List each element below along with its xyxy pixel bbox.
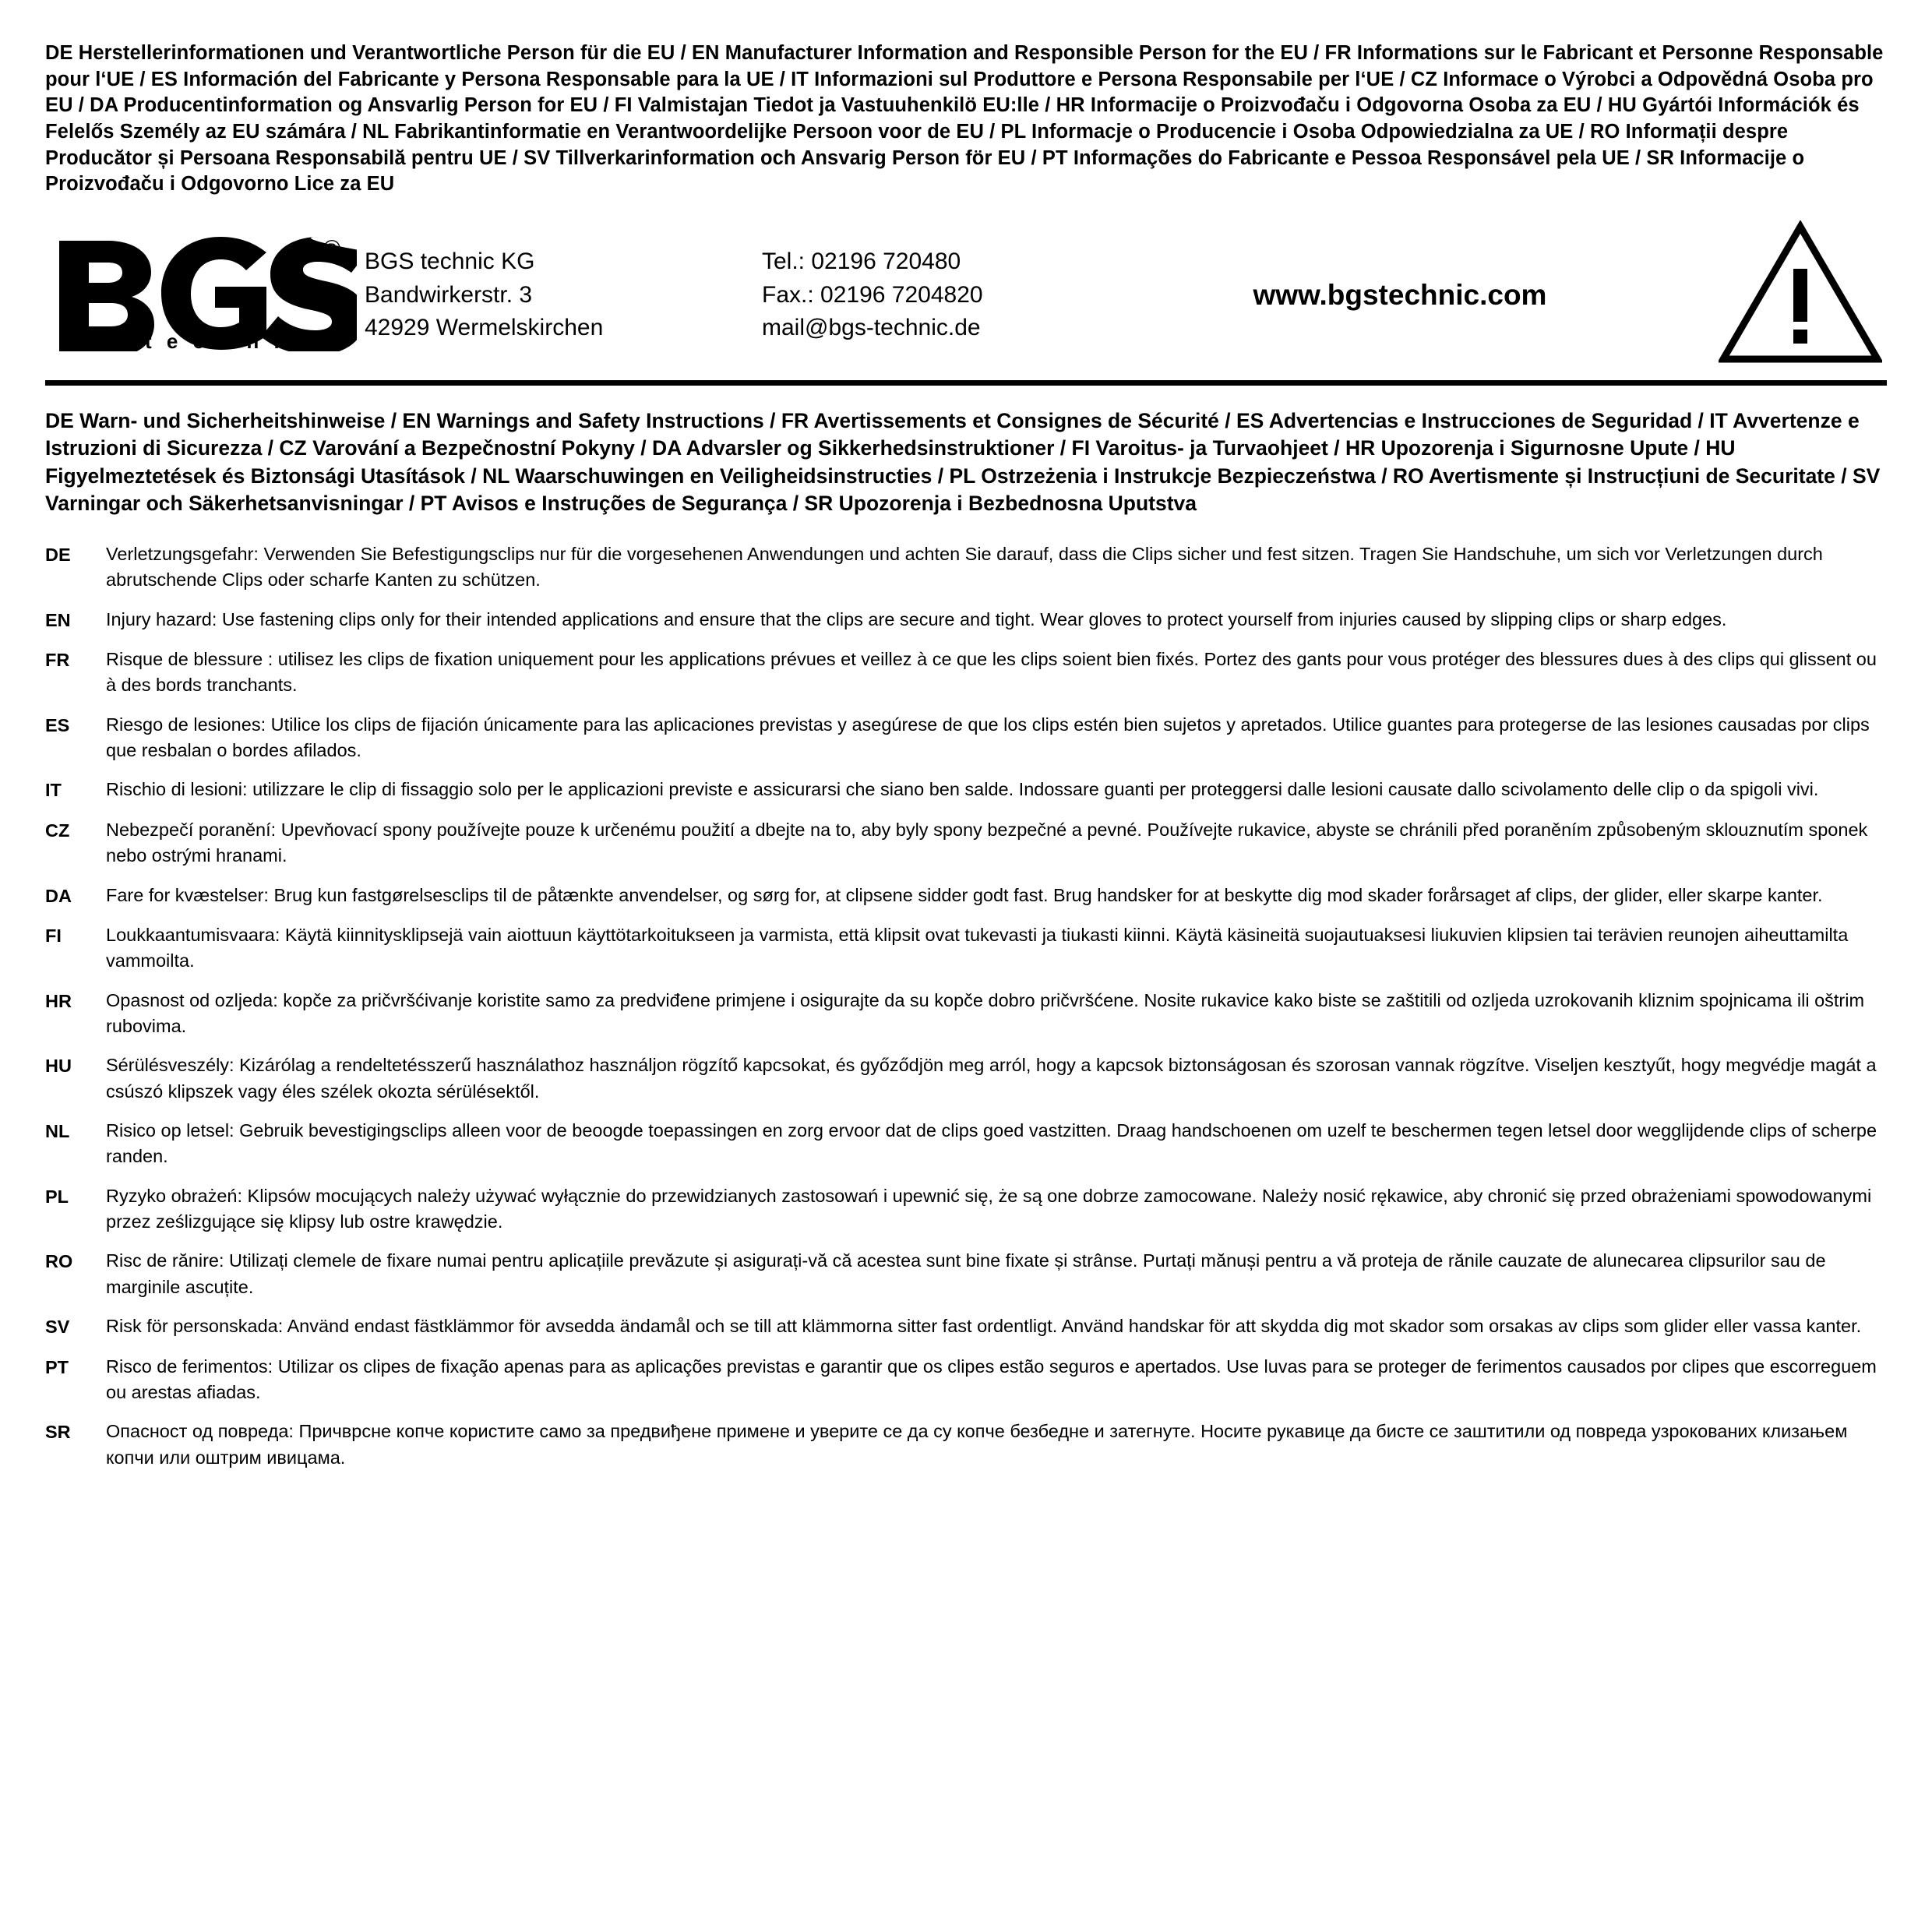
language-code: ES: [45, 714, 70, 735]
header-multilingual-title: DE Herstellerinformationen und Verantwortliche Person für die EU / EN Manufacturer Information and Responsible Person for the EU / FR Informations sur le Fabricant et Personne Responsable pour l‘UE / ES Información del Fabricante y Persona Responsable para la UE / IT Informazioni sul Produttore e Persona Responsabile per l‘UE / CZ Informace o Výrobci a Odpovědná Osoba pro EU / DA Producentinformation og Ansvarlig Person for EU / FI Valmistajan Tiedot ja Vastuuhenkilö EU:lle / HR Informacije o Proizvođaču i Odgovorna Osoba za EU / HU Gyártói Információk és Felelős Személy az EU számára / NL Fabrikantinformatie en Verantwoordelijke Persoon voor de EU / PL Informacje o Producencie i Osoba Odpowiedzialna za UE / RO Informații despre Producător și Persoana Responsabilă pentru UE / SV Tillverkarinformation och Ansvarig Person för EU / PT Informações do Fabricante e Pessoa Responsável pela UE / SR Informacije o Proizvođaču i Odgovorno Lice za EU: [45, 42, 1884, 196]
list-item: [45, 777, 1887, 803]
list-item: [45, 541, 1887, 594]
instruction-text: Sérülésveszély: Kizárólag a rendeltetésszerű használathoz használjon rögzítő kapcsokat, és győződjön meg arról, hogy a kapcsok biztonságosan és szorosan vannak rögzítve. Viseljen kesztyűt, hogy megvédje magát a csúszó klipszek vagy éles szélek okozta sérülésektől.: [106, 1055, 1877, 1102]
instruction-text: Risque de blessure : utilisez les clips de fixation uniquement pour les applications prévues et veillez à ce que les clips soient bien fixés. Portez des gants pour vous protéger des blessures dues à des clips qui glissent ou à des bords tranchants.: [106, 649, 1877, 696]
company-website: www.bgstechnic.com: [1253, 278, 1547, 311]
instruction-text: Risico op letsel: Gebruik bevestigingsclips alleen voor de beoogde toepassingen en zorg ervoor dat de clips goed vastzitten. Draag handschoenen om uzelf te beschermen tegen letsel door wegglijdende clips of scherpe randen.: [106, 1120, 1877, 1167]
company-street: Bandwirkerstr. 3: [365, 281, 533, 308]
list-item: [45, 712, 1887, 764]
instructions-list: [45, 541, 1887, 1471]
company-name: BGS technic KG: [365, 249, 535, 275]
company-contact: [762, 241, 1097, 345]
list-item: [45, 1419, 1887, 1471]
list-item: [45, 1052, 1887, 1105]
language-code: RO: [45, 1251, 73, 1272]
list-item: [45, 988, 1887, 1040]
instruction-text: Riesgo de lesiones: Utilice los clips de fijación únicamente para las aplicaciones previstas y asegúrese de que los clips estén bien sujetos y apretados. Utilice guantes para protegerse de las lesiones causadas por clips que resbalan o bordes afilados.: [106, 714, 1870, 761]
instruction-text: Nebezpečí poranění: Upevňovací spony používejte pouze k určenému použití a dbejte na to, aby byly spony bezpečné a pevné. Používejte rukavice, abyste se chránili před poraněním způsobeným sklouznutím sponek nebo ostrými hranami.: [106, 819, 1868, 866]
safety-instructions-heading: DE Warn- und Sicherheitshinweise / EN Warnings and Safety Instructions / FR Avertissements et Consignes de Sécurité / ES Advertencias e Instrucciones de Seguridad / IT Avvertenze e Istruzioni di Sicurezza / CZ Varování a Bezpečnostní Pokyny / DA Advarsler og Sikkerhedsinstruktioner / FI Varoitus- ja Turvaohjeet / HR Upozorenja i Sigurnosne Upute / HU Figyelmeztetések és Biztonsági Utasítások / NL Waarschuwingen en Veiligheidsinstructies / PL Ostrzeżenia i Instrukcje Bezpieczeństwa / RO Avertismente și Instrucțiuni de Securitate / SV Varningar och Säkerhetsanvisningar / PT Avisos e Instruções de Segurança / SR Upozorenja i Bezbednosna Uputstva: [45, 408, 1881, 516]
list-item: [45, 1313, 1887, 1340]
bgs-logo: [45, 234, 365, 351]
language-code: HU: [45, 1056, 72, 1077]
list-item: [45, 647, 1887, 699]
language-code: CZ: [45, 820, 70, 841]
language-code: HR: [45, 990, 72, 1011]
instruction-text: Опасност од повреда: Причврсне копче користите само за предвиђене примене и уверите се да су копче безбедне и затегнуте. Носите рукавице да бисте се заштитили од повреда узрокованих клизањем копчи или оштрим ивицама.: [106, 1421, 1848, 1468]
company-tel: Tel.: 02196 720480: [762, 249, 961, 275]
company-header: [45, 215, 1887, 386]
list-item: [45, 1354, 1887, 1406]
company-mail: mail@bgs-technic.de: [762, 315, 981, 341]
list-item: [45, 1118, 1887, 1170]
instruction-text: Risco de ferimentos: Utilizar os clipes de fixação apenas para as aplicações previstas e garantir que os clipes estão seguros e apertados. Use luvas para se proteger de ferimentos causados por clipes que escorreguem ou arestas afiadas.: [106, 1356, 1877, 1402]
language-code: FI: [45, 925, 62, 946]
list-item: [45, 607, 1887, 633]
language-code: EN: [45, 609, 71, 630]
warning-triangle-icon: [1703, 220, 1887, 365]
list-item: [45, 817, 1887, 869]
list-item: [45, 922, 1887, 975]
language-code: DA: [45, 885, 72, 906]
list-item: [45, 1248, 1887, 1300]
instruction-text: Risc de rănire: Utilizați clemele de fixare numai pentru aplicațiile prevăzute și asigurați-vă că acestea sunt bine fixate și strânse. Purtați mănuși pentru a vă proteja de rănile cauzate de alunecarea clipsurilor sau de marginile ascuțite.: [106, 1250, 1826, 1297]
instruction-text: Risk för personskada: Använd endast fästklämmor för avsedda ändamål och se till att klämmorna sitter fast ordentligt. Använd handskar för att skydda dig mot skador som orsakas av clips som glider eller vassa kanter.: [106, 1316, 1862, 1337]
language-code: DE: [45, 544, 71, 565]
instruction-text: Opasnost od ozljeda: kopče za pričvršćivanje koristite samo za predviđene primjene i osigurajte da su kopče dobro pričvršćene. Nosite rukavice kako biste se zaštitili od ozljeda uzrokovanih kliznim spojnicama ili oštrim rubovima.: [106, 989, 1865, 1036]
company-city: 42929 Wermelskirchen: [365, 315, 604, 341]
instruction-text: Rischio di lesioni: utilizzare le clip di fissaggio solo per le applicazioni previste e assicurarsi che siano ben salde. Indossare guanti per proteggersi dalle lesioni causate dallo scivolamento delle clip o da spigoli vivi.: [106, 779, 1819, 800]
list-item: [45, 1183, 1887, 1236]
instruction-text: Verletzungsgefahr: Verwenden Sie Befestigungsclips nur für die vorgesehenen Anwendungen und achten Sie darauf, dass die Clips sicher und fest sitzen. Tragen Sie Handschuhe, um sich vor Verletzungen durch abrutschende Clips oder scharfe Kanten zu schützen.: [106, 543, 1823, 591]
instruction-text: Fare for kvæstelser: Brug kun fastgørelsesclips til de påtænkte anvendelser, og sørg for, at clipsene sidder godt fast. Brug handsker for at beskytte dig mod skader forårsaget af clips, der glider, eller skarpe kanter.: [106, 884, 1823, 905]
language-code: IT: [45, 780, 62, 801]
company-address: [365, 241, 762, 345]
instruction-text: Ryzyko obrażeń: Klipsów mocujących należy używać wyłącznie do przewidzianych zastosowań i upewnić się, że są one dobrze zamocowane. Należy nosić rękawice, aby chronić się przed obrażeniami spowodowanymi przez ześlizgujące się klipsy lub ostre krawędzie.: [106, 1185, 1872, 1232]
language-code: SV: [45, 1317, 70, 1338]
language-code: FR: [45, 650, 70, 671]
language-code: NL: [45, 1121, 70, 1142]
svg-text:®: ®: [323, 235, 341, 262]
instruction-text: Loukkaantumisvaara: Käytä kiinnitysklipsejä vain aiottuun käyttötarkoitukseen ja varmista, että klipsit ovat tukevasti ja tiukasti kiinni. Käytä käsineitä suojautuaksesi liukuvien klipsien tai terävien reunojen aiheuttamilta vammoilta.: [106, 924, 1849, 971]
language-code: PT: [45, 1356, 69, 1377]
svg-text:t e c h n i c: t e c h n i c: [145, 329, 311, 351]
company-fax: Fax.: 02196 7204820: [762, 281, 983, 308]
language-code: PL: [45, 1186, 69, 1207]
language-code: SR: [45, 1422, 71, 1443]
list-item: [45, 883, 1887, 909]
instruction-text: Injury hazard: Use fastening clips only for their intended applications and ensure that the clips are secure and tight. Wear gloves to protect yourself from injuries caused by slipping clips or sharp edges.: [106, 608, 1727, 629]
